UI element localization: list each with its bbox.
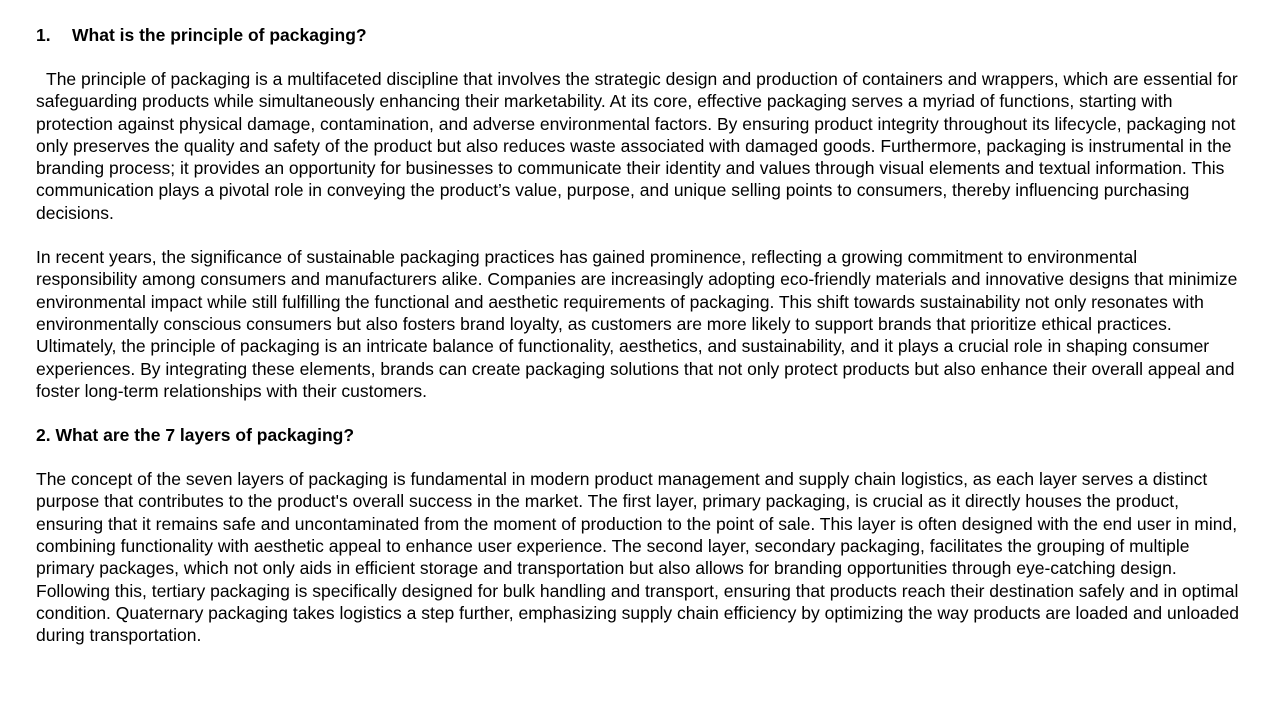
section-1-paragraph-1: The principle of packaging is a multifaceted discipline that involves the strategic design and production of containers and wrappers, which are essential for safeguarding products while simultaneously enhancing their marketability. At its core, effective packaging serves a myriad of functions, starting with protection against physical damage, contamination, and adverse environmental factors. By ensuring product integrity throughout its lifecycle, packaging not only preserves the quality and safety of the product but also reduces waste associated with damaged goods. Furthermore, packaging is instrumental in the branding process; it provides an opportunity for businesses to communicate their identity and values through visual elements and textual information. This communication plays a pivotal role in conveying the product’s value, purpose, and unique selling points to consumers, thereby influencing purchasing decisions. [36,69,1238,223]
section-1-heading [36,24,1242,46]
section-1-number: 1. [36,25,51,45]
section-1-paragraph-2: In recent years, the significance of sustainable packaging practices has gained prominence, reflecting a growing commitment to environmental responsibility among consumers and manufacturers alike. Companies are increasingly adopting eco-friendly materials and innovative designs that minimize environmental impact while still fulfilling the functional and aesthetic requirements of packaging. This shift towards sustainability not only resonates with environmentally conscious consumers but also fosters brand loyalty, as customers are more likely to support brands that prioritize ethical practices. Ultimately, the principle of packaging is an intricate balance of functionality, aesthetics, and sustainability, and it plays a crucial role in shaping consumer experiences. By integrating these elements, brands can create packaging solutions that not only protect products but also enhance their overall appeal and foster long-term relationships with their customers. [36,247,1238,401]
section-2-paragraph-1: The concept of the seven layers of packaging is fundamental in modern product management and supply chain logistics, as each layer serves a distinct purpose that contributes to the product's overall success in the market. The first layer, primary packaging, is crucial as it directly houses the product, ensuring that it remains safe and uncontaminated from the moment of production to the point of sale. This layer is often designed with the end user in mind, combining functionality with aesthetic appeal to enhance user experience. The second layer, secondary packaging, facilitates the grouping of multiple primary packages, which not only aids in efficient storage and transportation but also allows for branding opportunities through eye-catching design. Following this, tertiary packaging is specifically designed for bulk handling and transport, ensuring that products reach their destination safely and in optimal condition. Quaternary packaging takes logistics a step further, emphasizing supply chain efficiency by optimizing the way products are loaded and unloaded during transportation. [36,469,1240,646]
section-1-title: What is the principle of packaging? [72,25,367,45]
section-2-heading: 2. What are the 7 layers of packaging? [36,425,355,446]
